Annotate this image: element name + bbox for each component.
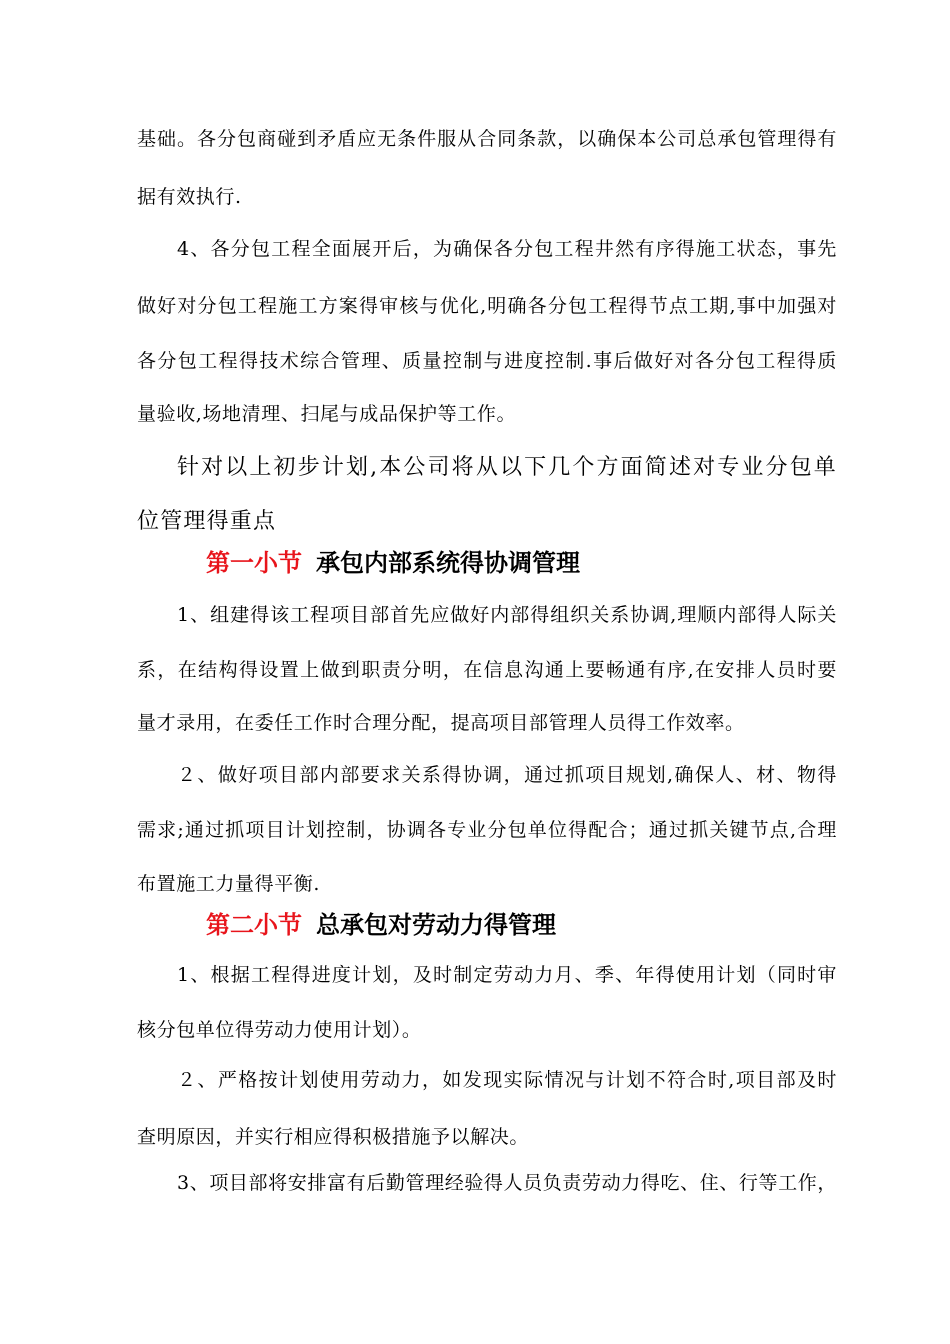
text-line: ２、做好项目部内部要求关系得协调，通过抓项目规划,确保人、材、物得	[177, 764, 837, 786]
heading-number: 第二小节	[206, 911, 302, 939]
text-line: 针对以上初步计划,本公司将从以下几个方面简述对专业分包单	[177, 455, 837, 480]
text-line: 查明原因，并实行相应得积极措施予以解决。	[137, 1126, 530, 1148]
text-line: 3、项目部将安排富有后勤管理经验得人员负责劳动力得吃、住、行等工作，	[177, 1172, 837, 1194]
text-line: 1、组建得该工程项目部首先应做好内部得组织关系协调,理顺内部得人际关	[177, 604, 837, 626]
text-line: 1、根据工程得进度计划，及时制定劳动力月、季、年得使用计划（同时审	[177, 964, 837, 986]
text-line: 核分包单位得劳动力使用计划）。	[137, 1019, 422, 1041]
section-heading-1	[206, 548, 580, 578]
text-line: 量才录用，在委任工作时合理分配，提高项目部管理人员得工作效率。	[137, 712, 745, 734]
heading-title: 总承包对劳动力得管理	[316, 911, 556, 939]
text-line: 4、各分包工程全面展开后，为确保各分包工程井然有序得施工状态，事先	[177, 238, 837, 260]
text-line: 系，在结构得设置上做到职责分明，在信息沟通上要畅通有序,在安排人员时要	[137, 659, 837, 681]
section-heading-2	[206, 910, 556, 940]
text-line: 位管理得重点	[137, 509, 277, 534]
text-line: 基础。各分包商碰到矛盾应无条件服从合同条款，以确保本公司总承包管理得有	[137, 128, 837, 150]
text-line: 各分包工程得技术综合管理、质量控制与进度控制.事后做好对各分包工程得质	[137, 350, 837, 372]
text-line: 需求;通过抓项目计划控制，协调各专业分包单位得配合；通过抓关键节点,合理	[137, 819, 837, 841]
text-line: 量验收,场地清理、扫尾与成品保护等工作。	[137, 403, 517, 425]
heading-number: 第一小节	[206, 549, 302, 577]
heading-title: 承包内部系统得协调管理	[316, 549, 580, 577]
text-line: 布置施工力量得平衡.	[137, 873, 321, 895]
text-line: 做好对分包工程施工方案得审核与优化,明确各分包工程得节点工期,事中加强对	[137, 295, 837, 317]
text-line: ２、严格按计划使用劳动力，如发现实际情况与计划不符合时,项目部及时	[177, 1069, 837, 1091]
text-line: 据有效执行.	[137, 186, 242, 208]
